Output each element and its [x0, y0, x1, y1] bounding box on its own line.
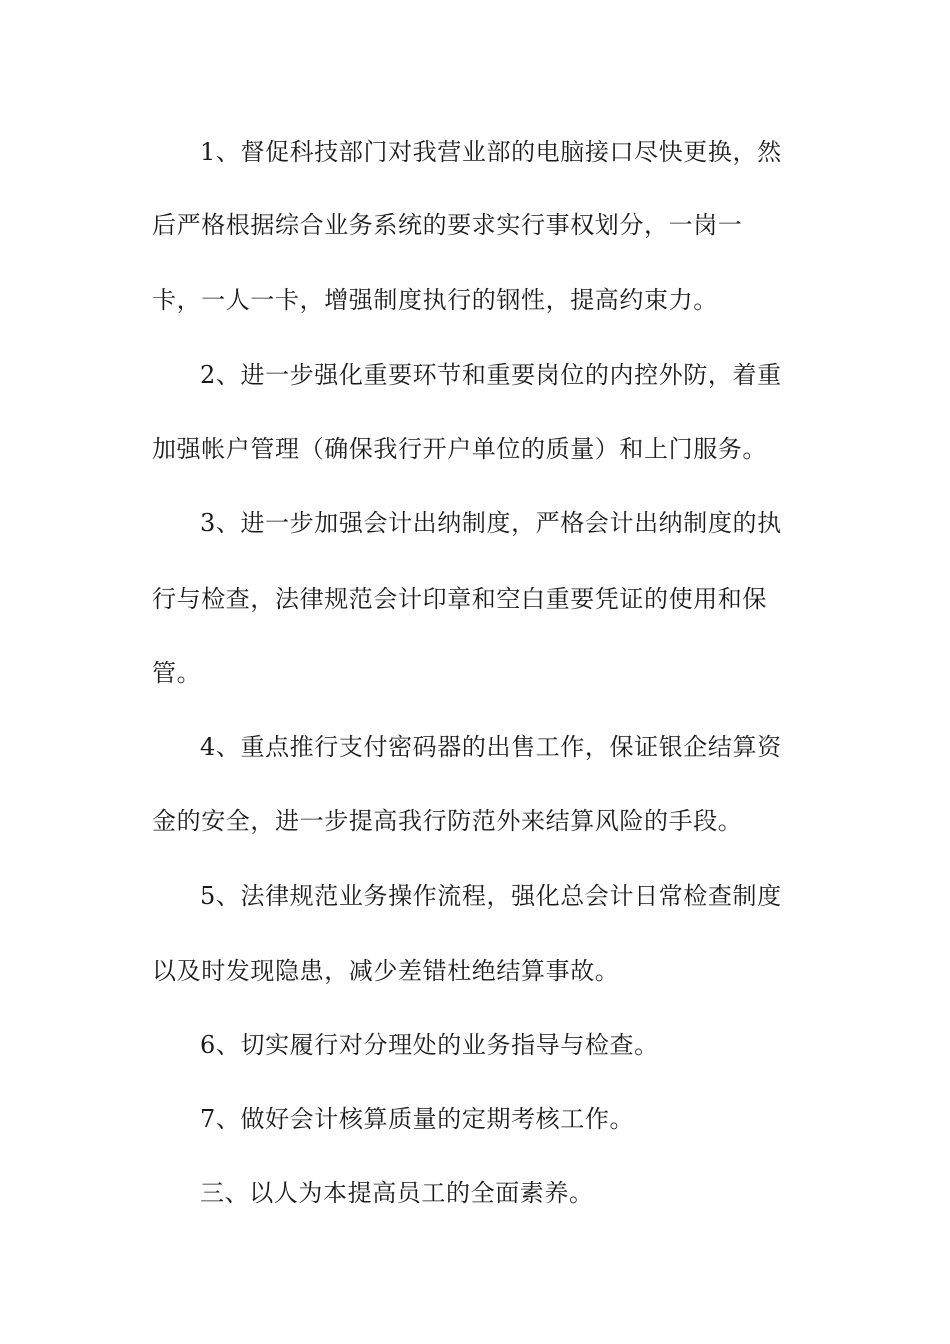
- item-1-line-1: 1、督促科技部门对我营业部的电脑接口尽快更换，然: [200, 138, 782, 166]
- item-1-line-2: 后严格根据综合业务系统的要求实行事权划分，一岗一: [152, 211, 743, 239]
- item-3-line-3: 管。: [152, 659, 202, 687]
- item-4-line-1: 4、重点推行支付密码器的出售工作，保证银企结算资: [200, 733, 782, 761]
- item-2-line-1: 2、进一步强化重要环节和重要岗位的内控外防，着重: [200, 361, 782, 389]
- item-5-line-1: 5、法律规范业务操作流程，强化总会计日常检查制度: [200, 882, 782, 910]
- item-3-line-2: 行与检查，法律规范会计印章和空白重要凭证的使用和保: [152, 585, 767, 613]
- item-7-line: 7、做好会计核算质量的定期考核工作。: [200, 1105, 635, 1133]
- item-1-line-3: 卡，一人一卡，增强制度执行的钢性，提高约束力。: [152, 286, 718, 314]
- item-4-line-2: 金的安全，进一步提高我行防范外来结算风险的手段。: [152, 807, 743, 835]
- item-6-line: 6、切实履行对分理处的业务指导与检查。: [200, 1031, 659, 1059]
- item-2-line-2: 加强帐户管理（确保我行开户单位的质量）和上门服务。: [152, 435, 767, 463]
- item-3-line-1: 3、进一步加强会计出纳制度，严格会计出纳制度的执: [200, 509, 782, 537]
- item-5-line-2: 以及时发现隐患，减少差错杜绝结算事故。: [152, 957, 620, 985]
- section-three-heading: 三、以人为本提高员工的全面素养。: [200, 1179, 594, 1207]
